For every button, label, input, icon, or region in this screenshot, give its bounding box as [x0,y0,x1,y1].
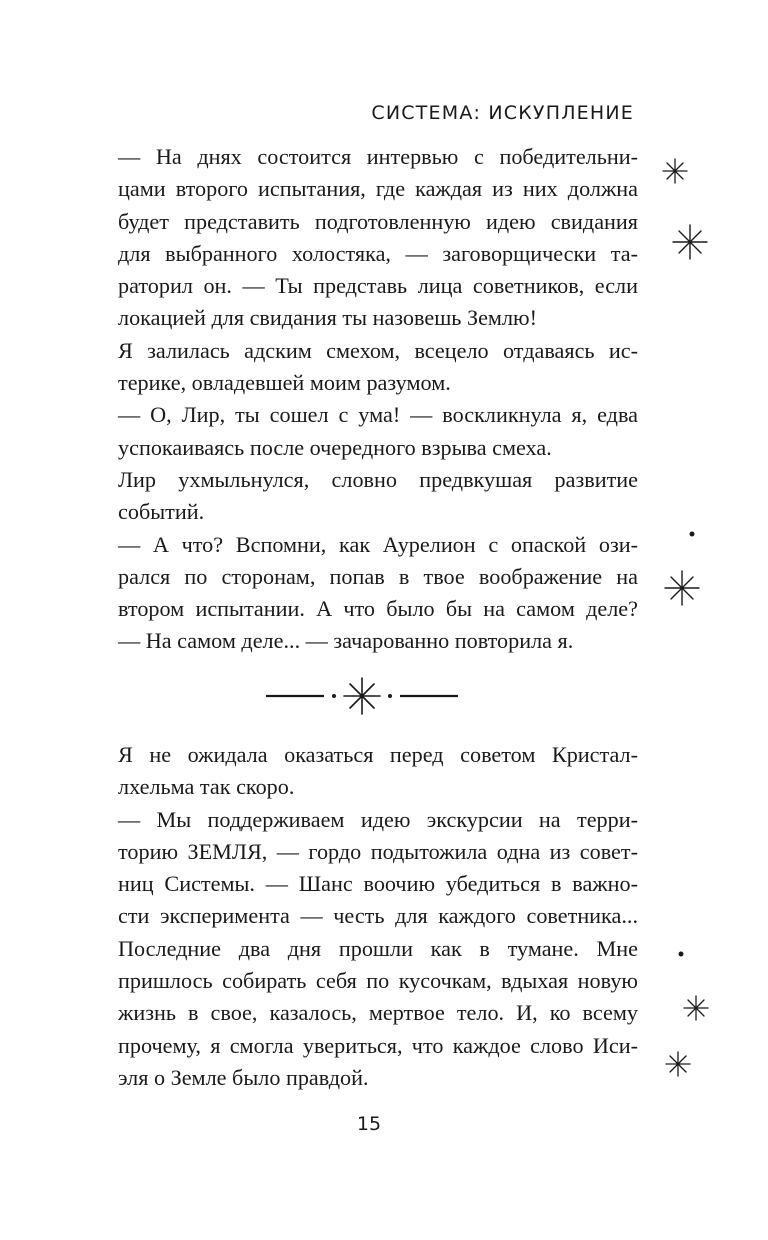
running-header: СИСТЕМА: ИСКУПЛЕНИЕ [371,102,634,124]
text-line: — А что? Вспомни, как Аурелион с опаской ози- [118,531,638,557]
text-line: Лир ухмыльнулся, словно предвкушая развитие [118,466,638,492]
text-line: ниц Системы. — Шанс воочию убедиться в важно- [118,871,638,897]
text-line: локацией для свидания ты назовешь Землю! [118,305,538,331]
sparkle-icon [672,224,708,260]
text-line: Я залилась адским смехом, всецело отдаваясь ис- [118,337,638,363]
sparkle-icon [665,1051,691,1077]
text-line: сти эксперимента — честь для каждого советника... [118,903,638,929]
section-separator-icon [262,676,462,716]
text-line: Я не ожидала оказаться перед советом Кристал- [118,742,638,767]
text-line: раторил он. — Ты представь лица советников, если [118,273,638,299]
text-line: терике, овладевшей моим разумом. [118,370,451,396]
text-line: жизнь в свое, казалось, мертвое тело. И, ко всему [118,1000,638,1026]
text-line: рался по сторонам, попав в твое воображение на [118,563,638,589]
text-line: эля о Земле было правдой. [118,1064,369,1090]
text-line: прочему, я смогла увериться, что каждое слово Иси- [118,1032,638,1058]
text-line: событий. [118,499,205,525]
text-line: — Мы поддерживаем идею экскурсии на терри- [118,806,638,832]
sparkle-icon [662,158,688,184]
text-line: лхельма так скоро. [118,774,295,800]
text-block-1 [118,141,638,658]
text-block-2 [118,739,638,1094]
dot-icon [677,950,685,958]
page-number: 15 [356,1113,382,1135]
sparkle-icon [683,995,709,1021]
text-line: — На днях состоится интервью с победительни- [118,144,638,169]
text-line: цами второго испытания, где каждая из них должна [118,176,638,202]
text-line: втором испытании. А что было бы на самом деле? [118,596,638,622]
text-line: будет представить подготовленную идею свидания [118,208,638,234]
text-line: — На самом деле... — зачарованно повторила я. [118,628,574,654]
text-line: — О, Лир, ты сошел с ума! — воскликнула я, едва [118,402,638,428]
text-line: Последние два дня прошли как в тумане. Мне [118,935,638,961]
text-line: пришлось собирать себя по кусочкам, вдыхая новую [118,968,638,994]
dot-icon [688,530,696,538]
text-line: успокаиваясь после очередного взрыва смеха. [118,434,552,460]
text-line: торию ЗЕМЛЯ, — гордо подытожила одна из совет- [118,838,638,864]
sparkle-icon [664,570,700,606]
text-line: для выбранного холостяка, — заговорщически та- [118,240,638,266]
